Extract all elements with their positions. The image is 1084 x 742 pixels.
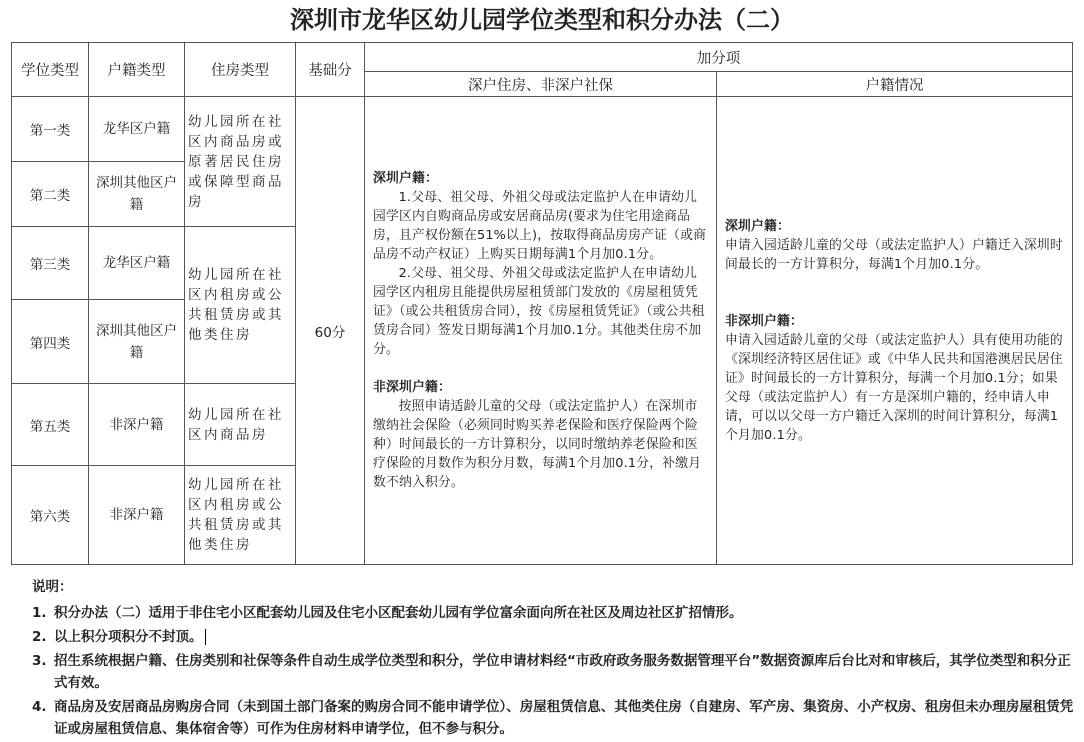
header-bonus: 加分项: [365, 43, 1073, 72]
bonus-hukou-cell: [717, 97, 1073, 565]
hukou-cell: 非深户籍: [89, 384, 185, 466]
note-number: 3.: [32, 653, 47, 669]
header-base: 基础分: [296, 43, 365, 97]
header-hukou: 户籍类型: [89, 43, 185, 97]
bonus-housing-cell: [365, 97, 717, 565]
category-cell: 第六类: [12, 466, 89, 565]
hukou-cell: 龙华区户籍: [89, 97, 185, 162]
points-table: [11, 42, 1073, 565]
fsz-heading: 非深圳户籍：: [725, 313, 803, 329]
fsz-paragraph: 申请入园适龄儿童的父母（或法定监护人）具有使用功能的《深圳经济特区居住证》或《中华人民共和国港澳居民居住证》时间最长的一方计算积分，每满一个月加0.1分；如果父母（或法定监护人）有一方是深圳户籍的，经申请人申请，可以以父母一方户籍迁入深圳的时间计算积分，每满1个月加0.1分。: [725, 332, 1063, 443]
notes-label: 说明：: [32, 579, 73, 595]
note-text: 商品房及安居商品房购房合同（未到国土部门备案的购房合同不能申请学位）、房屋租赁信息、其他类住房（自建房、军产房、集资房、小产权房、租房但未办理房屋租赁凭证或房屋租赁信息、集体宿舍等）可作为住房材料申请学位，但不参与积分。: [54, 699, 1074, 737]
hukou-cell: 深圳其他区户籍: [89, 300, 185, 384]
header-type: 学位类型: [12, 43, 89, 97]
category-cell: 第四类: [12, 300, 89, 384]
hukou-cell: 非深户籍: [89, 466, 185, 565]
sz-paragraph-1: 1.父母、祖父母、外祖父母或法定监护人在申请幼儿园学区内自购商品房或安居商品房(要求为住宅用途商品房，且产权份额在51%以上)，按取得商品房房产证（或商品房不动产权证）上购买日期每满1个月加0.1分。: [373, 190, 707, 262]
note-item: [32, 650, 1077, 694]
category-cell: 第一类: [12, 97, 89, 162]
sz-paragraph-2: 2.父母、祖父母、外祖父母或法定监护人在申请幼儿园学区内租房且能提供房屋租赁部门发放的《房屋租赁凭证》（或公共租赁房合同），按《房屋租赁凭证》（或公共租赁房合同）签发日期每满1个月加0.1分。其他类住房不加分。: [373, 266, 705, 357]
note-text: 以上积分项积分不封顶。: [54, 629, 203, 645]
text-cursor: [205, 629, 206, 645]
hukou-cell: 龙华区户籍: [89, 227, 185, 300]
note-number: 2.: [32, 629, 47, 645]
sz-paragraph: 申请入园适龄儿童的父母（或法定监护人）户籍迁入深圳时间最长的一方计算积分，每满1个月加0.1分。: [725, 237, 1063, 272]
category-cell: 第三类: [12, 227, 89, 300]
note-item: [32, 626, 1077, 648]
fsz-heading: 非深圳户籍：: [373, 380, 451, 395]
note-text: 招生系统根据户籍、住房类别和社保等条件自动生成学位类型和积分，学位申请材料经“市政府政务服务数据管理平台”数据资源库后台比对和审核后，其学位类型和积分正式有效。: [54, 653, 1071, 691]
sz-heading: 深圳户籍：: [373, 171, 438, 186]
note-text: 积分办法（二）适用于非住宅小区配套幼儿园及住宅小区配套幼儿园有学位富余面向所在社区及周边社区扩招情形。: [54, 605, 743, 621]
header-bonus-hukou: 户籍情况: [717, 72, 1073, 97]
note-number: 4.: [32, 699, 47, 715]
header-housing: 住房类型: [185, 43, 296, 97]
hukou-cell: 深圳其他区户籍: [89, 162, 185, 227]
notes-list: [32, 602, 1077, 740]
housing-cell: 幼儿园所在社区内租房或公共租赁房或其他类住房: [185, 227, 296, 384]
housing-cell: 幼儿园所在社区内租房或公共租赁房或其他类住房: [185, 466, 296, 565]
housing-cell: 幼儿园所在社区内商品房或原著居民住房或保障型商品房: [185, 97, 296, 227]
note-item: [32, 602, 1077, 624]
fsz-paragraph-1: 按照申请适龄儿童的父母（或法定监护人）在深圳市缴纳社会保险（必须同时购买养老保险和医疗保险两个险种）时间最长的一方计算积分，以同时缴纳养老保险和医疗保险的月数作为积分月数，每满1个月加0.1分，补缴月数不纳入积分。: [373, 399, 702, 490]
notes-section: [32, 576, 1077, 742]
sz-heading: 深圳户籍：: [725, 218, 790, 234]
page-title: 深圳市龙华区幼儿园学位类型和积分办法（二）: [290, 5, 794, 34]
header-bonus-housing: 深户住房、非深户社保: [365, 72, 717, 97]
category-cell: 第五类: [12, 384, 89, 466]
housing-cell: 幼儿园所在社区内商品房: [185, 384, 296, 466]
base-score-cell: 60分: [296, 97, 365, 565]
note-number: 1.: [32, 605, 47, 621]
note-item: [32, 696, 1077, 740]
category-cell: 第二类: [12, 162, 89, 227]
